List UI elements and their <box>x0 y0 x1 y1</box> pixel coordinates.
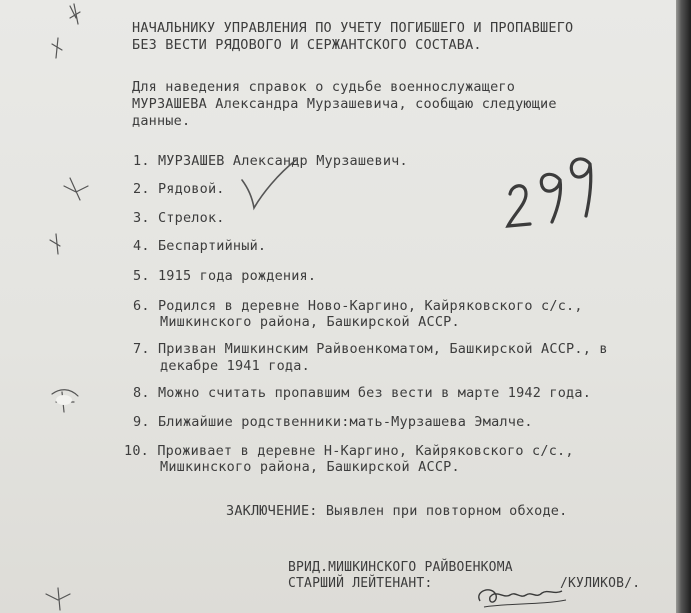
list-item-3: 3. Стрелок. <box>133 210 225 226</box>
list-item-8: 8. Можно считать пропавшим без вести в марте 1942 года. <box>133 385 592 401</box>
handwritten-signature <box>470 573 570 613</box>
binding-holes-decoration <box>40 0 100 613</box>
intro-line-3: данные. <box>132 113 191 129</box>
conclusion-line: ЗАКЛЮЧЕНИЕ: Выявлен при повторном обходе. <box>226 503 568 519</box>
list-item-7-cont: декабре 1941 года. <box>160 358 310 374</box>
list-item-10: 10. Проживает в деревне Н-Каргино, Кайряковского с/с., <box>124 443 574 459</box>
list-item-6: 6. Родился в деревне Ново-Каргино, Кайряковского с/с., <box>133 298 583 314</box>
addressee-line-1: НАЧАЛЬНИКУ УПРАВЛЕНИЯ ПО УЧЕТУ ПОГИБШЕГО И ПРОПАВШЕГО <box>132 20 574 36</box>
list-item-6-cont: Мишкинского района, Башкирской АССР. <box>160 314 460 330</box>
addressee-line-2: БЕЗ ВЕСТИ РЯДОВОГО И СЕРЖАНТСКОГО СОСТАВА. <box>132 37 482 53</box>
intro-line-2: МУРЗАШЕВА Александра Мурзашевича, сообщаю следующие <box>132 96 557 112</box>
handwritten-archive-number <box>502 150 602 235</box>
signatory-rank: СТАРШИЙ ЛЕЙТЕНАНТ: <box>288 576 433 591</box>
list-item-4: 4. Беспартийный. <box>133 238 267 254</box>
signatory-position: ВРИД.МИШКИНСКОГО РАЙВОЕНКОМА <box>288 560 513 575</box>
handwritten-checkmark <box>238 158 300 214</box>
signatory-name: /КУЛИКОВ/. <box>560 576 641 591</box>
list-item-1: 1. МУРЗАШЕВ Александр Мурзашевич. <box>133 153 408 169</box>
list-item-5: 5. 1915 года рождения. <box>133 268 317 284</box>
list-item-7: 7. Призван Мишкинским Райвоенкоматом, Башкирской АССР., в <box>133 341 608 357</box>
list-item-10-cont: Мишкинского района, Башкирской АССР. <box>160 459 460 475</box>
list-item-9: 9. Ближайшие родственники:мать-Мурзашева Эмалче. <box>133 414 533 430</box>
intro-line-1: Для наведения справок о судьбе военнослужащего <box>132 79 516 95</box>
list-item-2: 2. Рядовой. <box>133 181 225 197</box>
scan-edge-shadow <box>676 0 691 613</box>
